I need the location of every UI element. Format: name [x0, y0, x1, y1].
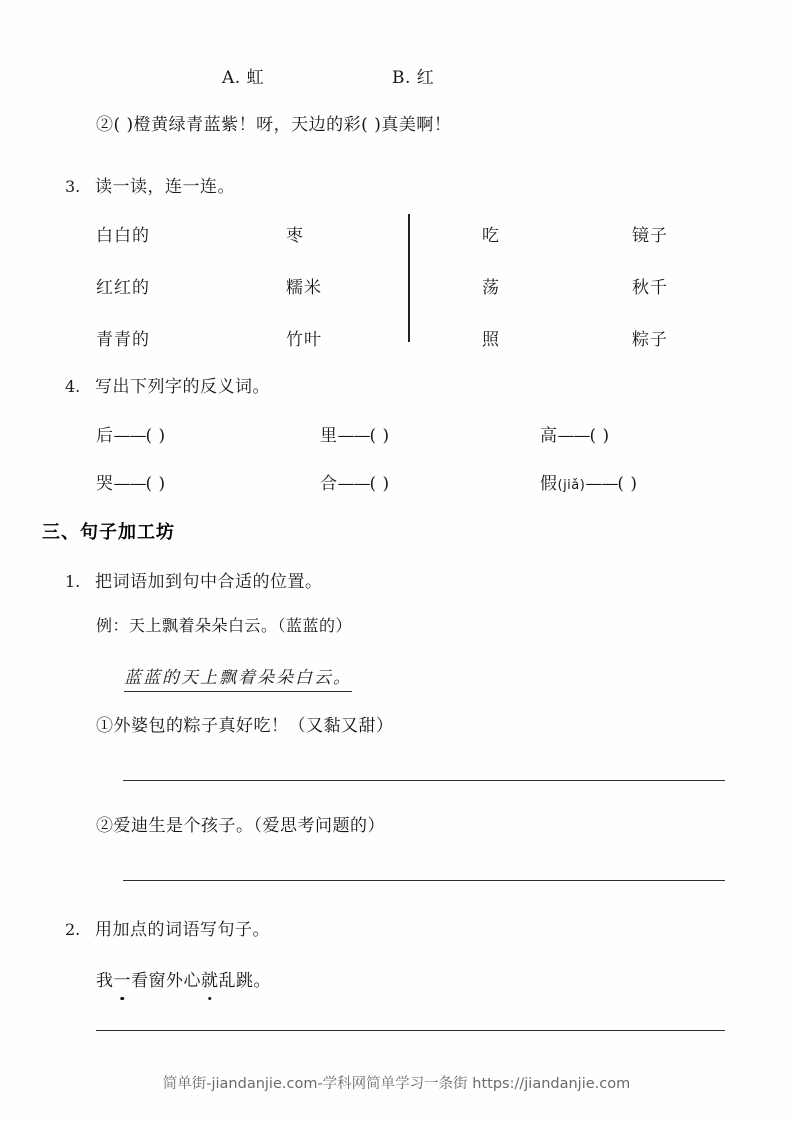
sentence-char: 乱 [218, 971, 236, 991]
antonym-word-5: 合 [320, 474, 338, 494]
sentence-char: 窗 [148, 971, 166, 991]
antonym-item-6[interactable] [540, 469, 638, 494]
section3-question-1-prompt: 把词语加到句中合适的位置。 [95, 572, 323, 592]
match-left-target-2[interactable]: 糯米 [286, 278, 322, 298]
example-label: 例： [96, 616, 130, 635]
antonym-dash-2: —— [337, 426, 370, 446]
question-3-number: 3. [65, 177, 81, 196]
answer-rule-2[interactable] [123, 880, 725, 881]
antonym-blank-5[interactable]: ( ) [369, 474, 390, 494]
antonym-blank-3[interactable]: ( ) [589, 426, 610, 446]
antonym-item-1[interactable] [96, 421, 166, 446]
match-right-word-3[interactable]: 照 [482, 330, 500, 350]
antonym-dash-3: —— [557, 426, 590, 446]
match-right-word-1[interactable]: 吃 [482, 226, 500, 246]
match-left-word-3[interactable]: 青青的 [96, 330, 150, 350]
sentence-char: 我 [96, 971, 114, 991]
answer-rule-3[interactable] [96, 1030, 725, 1031]
antonym-blank-1[interactable]: ( ) [145, 426, 166, 446]
choice-option-b: B. 红 [392, 68, 435, 88]
antonym-item-4[interactable] [96, 469, 166, 494]
sentence-char: 看 [131, 971, 149, 991]
antonym-dash-5: —— [337, 474, 370, 494]
section3-question-2-number: 2. [65, 920, 81, 939]
section3-question-1-number: 1. [65, 572, 81, 591]
antonym-word-3: 高 [540, 426, 558, 446]
antonym-item-3[interactable] [540, 421, 610, 446]
footer-watermark: 简单街-jiandanjie.com-学科网简单学习一条街 https://jiandanjie.com [162, 1076, 631, 1092]
section3-question-2-prompt: 用加点的词语写句子。 [95, 920, 270, 940]
antonym-blank-2[interactable]: ( ) [369, 426, 390, 446]
rewrite-item-2: ②爱迪生是个孩子。（爱思考问题的） [96, 816, 385, 836]
dotted-sentence [96, 966, 271, 991]
section3-question-2 [65, 915, 270, 940]
fill-blank-item-2: ②( )橙黄绿青蓝紫！呀，天边的彩( )真美啊！ [96, 115, 452, 135]
antonym-item-2[interactable] [320, 421, 390, 446]
antonym-blank-4[interactable]: ( ) [145, 474, 166, 494]
rewrite-item-1: ①外婆包的粽子真好吃！（又黏又甜） [96, 716, 394, 736]
example-sentence: 天上飘着朵朵白云。（蓝蓝的） [129, 616, 353, 635]
emphasized-char: 一 [114, 966, 132, 991]
antonym-blank-6[interactable]: ( ) [617, 474, 638, 494]
match-left-target-3[interactable]: 竹叶 [286, 330, 322, 350]
example-line [96, 618, 352, 634]
question-4-prompt: 写出下列字的反义词。 [95, 377, 270, 397]
match-right-target-2[interactable]: 秋千 [632, 278, 668, 298]
example-answer: 蓝蓝的天上飘着朵朵白云。 [124, 663, 352, 692]
antonym-item-5[interactable] [320, 469, 390, 494]
antonym-word-2: 里 [320, 426, 338, 446]
emphasized-char: 就 [201, 966, 219, 991]
sentence-char: 外 [166, 971, 184, 991]
antonym-dash-1: —— [113, 426, 146, 446]
match-left-target-1[interactable]: 枣 [286, 226, 304, 246]
sentence-char: 跳 [236, 971, 254, 991]
question-3-prompt: 读一读，连一连。 [95, 177, 235, 197]
antonym-dash-4: —— [113, 474, 146, 494]
choice-option-a: A. 虹 [222, 68, 265, 88]
match-left-word-2[interactable]: 红红的 [96, 278, 150, 298]
match-right-target-3[interactable]: 粽子 [632, 330, 668, 350]
antonym-dash-6: —— [585, 474, 618, 494]
antonym-word-1: 后 [96, 426, 114, 446]
sentence-char: 。 [253, 971, 271, 991]
section3-question-1 [65, 567, 323, 592]
answer-rule-1[interactable] [123, 780, 725, 781]
match-vertical-divider [408, 214, 410, 342]
section-heading-3: 三、句子加工坊 [42, 522, 175, 543]
question-4 [65, 372, 270, 397]
question-3 [65, 172, 235, 197]
antonym-word-4: 哭 [96, 474, 114, 494]
sentence-char: 心 [183, 971, 201, 991]
match-right-target-1[interactable]: 镜子 [632, 226, 668, 246]
antonym-pinyin-6: (jiǎ) [557, 478, 586, 493]
antonym-word-6: 假 [540, 474, 558, 494]
match-right-word-2[interactable]: 荡 [482, 278, 500, 298]
question-4-number: 4. [65, 377, 81, 396]
match-left-word-1[interactable]: 白白的 [96, 226, 150, 246]
